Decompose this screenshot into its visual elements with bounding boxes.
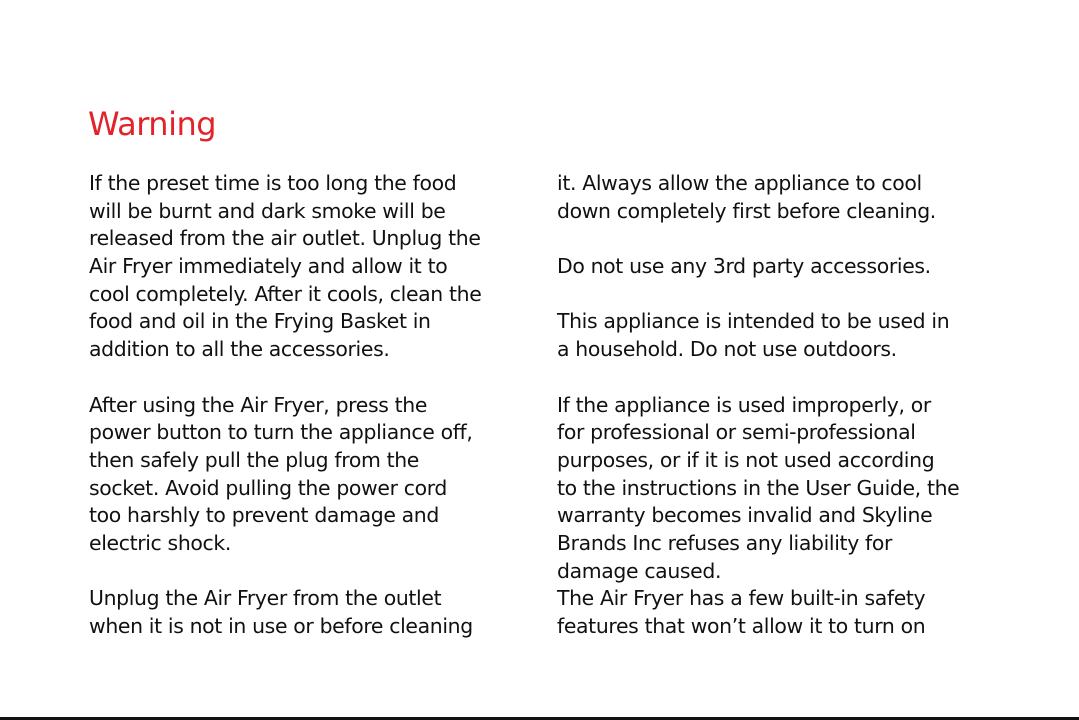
text-line: electric shock. (89, 530, 231, 555)
text-line: when it is not in use or before cleaning (89, 614, 473, 638)
text-line: warranty becomes invalid and Skyline (557, 503, 933, 528)
paragraph (557, 170, 959, 225)
paragraph-spacer (89, 558, 481, 586)
text-line: If the preset time is too long the food (89, 171, 457, 195)
paragraph (557, 308, 959, 363)
text-line: addition to all the accessories. (89, 337, 390, 362)
text-line: too harshly to prevent damage and (89, 503, 439, 528)
text-line: Brands Inc refuses any liability for (557, 530, 893, 555)
text-line: features that won’t allow it to turn on (557, 614, 926, 638)
text-line: socket. Avoid pulling the power cord (89, 475, 447, 500)
text-line: to the instructions in the User Guide, the (557, 475, 960, 500)
text-line: Do not use any 3rd party accessories. (557, 254, 931, 279)
text-line: The Air Fryer has a few built-in safety (557, 586, 926, 611)
paragraph (557, 392, 959, 641)
paragraph (89, 170, 481, 364)
text-line: After using the Air Fryer, press the (89, 392, 428, 417)
text-line: purposes, or if it is not used according (557, 447, 935, 472)
text-line: then safely pull the plug from the (89, 447, 420, 472)
text-line: If the appliance is used improperly, or (557, 392, 931, 417)
paragraph (557, 253, 959, 281)
right-column (557, 170, 959, 641)
paragraph (89, 585, 481, 640)
left-column (89, 170, 481, 641)
text-line: it. Always allow the appliance to cool (557, 171, 922, 195)
text-line: damage caused. (557, 558, 722, 583)
text-line: down completely first before cleaning. (557, 198, 936, 223)
text-line: Unplug the Air Fryer from the outlet (89, 586, 442, 611)
text-line: This appliance is intended to be used in (557, 309, 950, 334)
text-line: cool completely. After it cools, clean the (89, 281, 482, 306)
paragraph-spacer (557, 225, 959, 253)
paragraph-spacer (557, 281, 959, 309)
text-line: a household. Do not use outdoors. (557, 337, 897, 362)
text-line: Air Fryer immediately and allow it to (89, 254, 448, 279)
paragraph (89, 392, 481, 558)
text-line: power button to turn the appliance off, (89, 420, 473, 445)
text-line: for professional or semi-professional (557, 420, 916, 445)
warning-heading: Warning (88, 105, 217, 143)
text-line: will be burnt and dark smoke will be (89, 198, 446, 223)
text-line: released from the air outlet. Unplug the (89, 226, 481, 251)
paragraph-spacer (89, 364, 481, 392)
paragraph-spacer (557, 364, 959, 392)
text-line: food and oil in the Frying Basket in (89, 309, 431, 334)
